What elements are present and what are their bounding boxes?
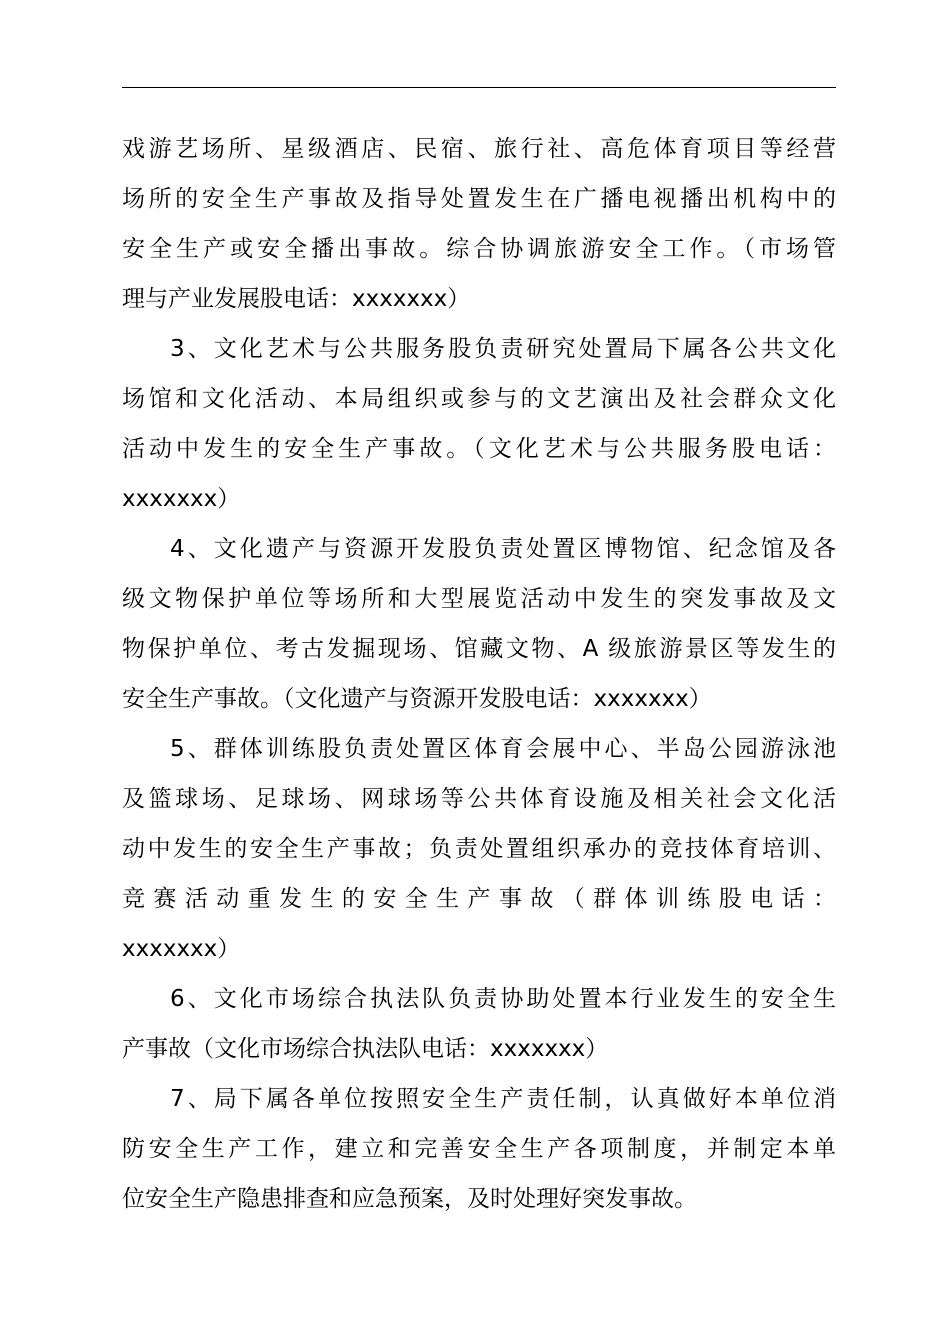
text-line: xxxxxxx）	[122, 936, 241, 962]
paragraph-6	[122, 974, 836, 1074]
paragraph-market-management	[122, 124, 836, 324]
document-body	[122, 124, 836, 1224]
text-line: 6、文化市场综合执法队负责协助处置本行业发生的安全生	[170, 986, 836, 1012]
text-line: 位安全生产隐患排查和应急预案，及时处理好突发事故。	[122, 1186, 697, 1212]
text-line: 动中发生的安全生产事故；负责处置组织承办的竞技体育培训、	[122, 836, 836, 862]
text-line: 防安全生产工作，建立和完善安全生产各项制度，并制定本单	[122, 1136, 836, 1162]
text-line: 级文物保护单位等场所和大型展览活动中发生的突发事故及文	[122, 586, 836, 612]
text-line: xxxxxxx）	[122, 486, 241, 512]
text-line: 竞赛活动重发生的安全生产事故（群体训练股电话：	[122, 886, 836, 912]
text-line: 戏游艺场所、星级酒店、民宿、旅行社、高危体育项目等经营	[122, 136, 836, 162]
paragraph-5	[122, 724, 836, 974]
text-line: 产事故（文化市场综合执法队电话：xxxxxxx）	[122, 1036, 609, 1062]
text-line: 及篮球场、足球场、网球场等公共体育设施及相关社会文化活	[122, 786, 836, 812]
text-line: 安全生产或安全播出事故。综合协调旅游安全工作。（市场管	[122, 236, 836, 262]
paragraph-7	[122, 1074, 836, 1224]
header-rule	[122, 87, 836, 88]
paragraph-3	[122, 324, 836, 524]
text-line: 7、局下属各单位按照安全生产责任制，认真做好本单位消	[170, 1086, 836, 1112]
text-line: 物保护单位、考古发掘现场、馆藏文物、A 级旅游景区等发生的	[122, 636, 836, 662]
text-line: 理与产业发展股电话：xxxxxxx）	[122, 286, 471, 312]
text-line: 活动中发生的安全生产事故。（文化艺术与公共服务股电话：	[122, 436, 836, 462]
text-line: 安全生产事故。（文化遗产与资源开发股电话：xxxxxxx）	[122, 686, 712, 712]
text-line: 5、群体训练股负责处置区体育会展中心、半岛公园游泳池	[170, 736, 836, 762]
text-line: 3、文化艺术与公共服务股负责研究处置局下属各公共文化	[170, 336, 836, 362]
text-line: 4、文化遗产与资源开发股负责处置区博物馆、纪念馆及各	[170, 536, 836, 562]
text-line: 场所的安全生产事故及指导处置发生在广播电视播出机构中的	[122, 186, 836, 212]
paragraph-4	[122, 524, 836, 724]
text-line: 场馆和文化活动、本局组织或参与的文艺演出及社会群众文化	[122, 386, 836, 412]
